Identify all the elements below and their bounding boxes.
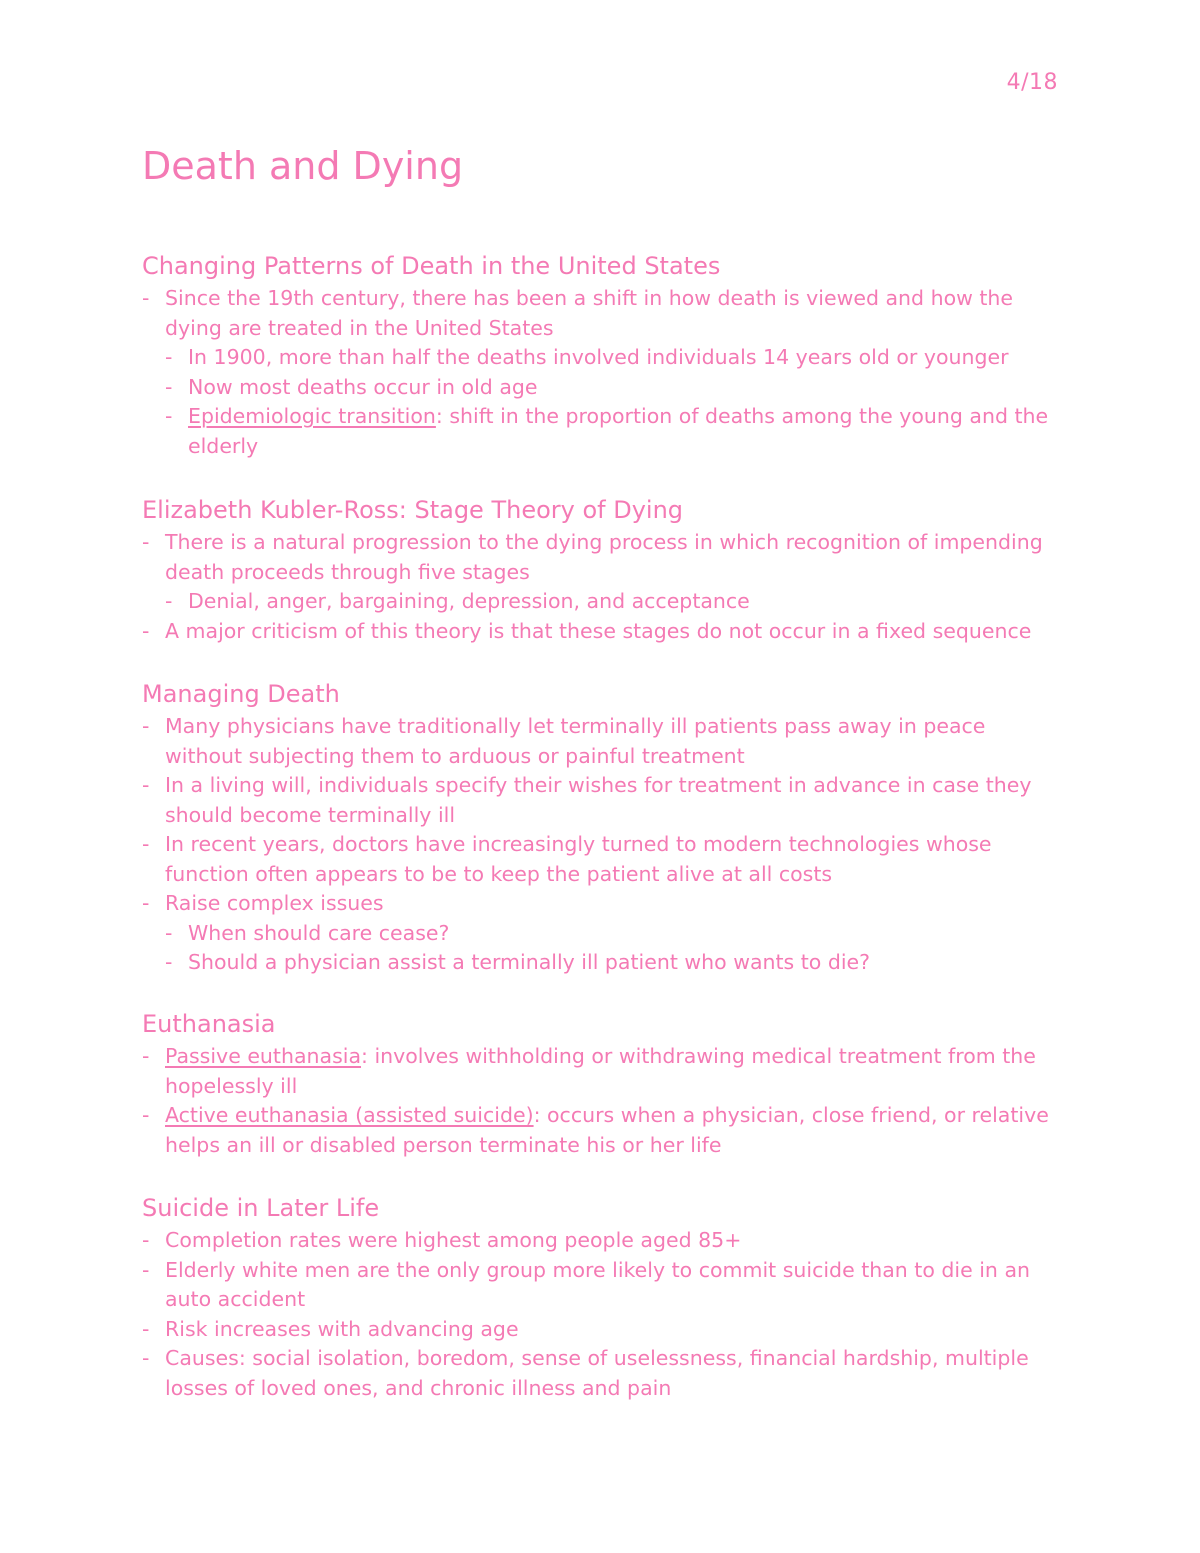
list-item: - In 1900, more than half the deaths involved individuals 14 years old or younger bbox=[142, 343, 1062, 373]
bullet-dash: - bbox=[165, 374, 173, 399]
bullet-dash: - bbox=[142, 1316, 150, 1341]
section-heading: Euthanasia bbox=[142, 1010, 276, 1038]
bullet-dash: - bbox=[142, 1257, 150, 1282]
bullet-dash: - bbox=[165, 404, 173, 428]
section-suicide-later-life bbox=[142, 1192, 1062, 1403]
bullet-dash: - bbox=[142, 286, 150, 310]
page-title: Death and Dying bbox=[142, 144, 464, 188]
list-item: - Elderly white men are the only group more likely to commit suicide than to die in an auto accident bbox=[142, 1257, 1030, 1311]
list-item: - Completion rates were highest among people aged 85+ bbox=[142, 1226, 1062, 1256]
bullet-dash: - bbox=[142, 618, 150, 643]
bullet-list bbox=[142, 1042, 1062, 1160]
list-item: - In recent years, doctors have increasingly turned to modern technologies whose function often appears to be to keep the patient alive at all costs bbox=[142, 832, 992, 886]
section-kubler-ross bbox=[142, 494, 1062, 646]
list-item: - A major criticism of this theory is that these stages do not occur in a fixed sequence bbox=[142, 617, 1062, 647]
section-heading: Elizabeth Kubler-Ross: Stage Theory of Dying bbox=[142, 496, 684, 524]
section-heading: Suicide in Later Life bbox=[142, 1194, 380, 1222]
section-heading: Managing Death bbox=[142, 680, 340, 708]
bullet-dash: - bbox=[165, 345, 173, 369]
list-item: - In a living will, individuals specify their wishes for treatment in advance in case they should become terminally ill bbox=[142, 773, 1032, 827]
bullet-dash: - bbox=[142, 1228, 150, 1252]
section-managing-death bbox=[142, 678, 1062, 978]
defined-term: Passive euthanasia bbox=[165, 1044, 362, 1068]
list-item: - Many physicians have traditionally let terminally ill patients pass away in peace without subjecting them to arduous or painful treatment bbox=[142, 714, 986, 768]
list-item: - Since the 19th century, there has been a shift in how death is viewed and how the dying are treated in the United States bbox=[142, 286, 1014, 340]
list-item: - When should care cease? bbox=[142, 919, 1062, 949]
bullet-dash: - bbox=[142, 773, 150, 797]
bullet-dash: - bbox=[165, 950, 173, 974]
bullet-dash: - bbox=[165, 589, 173, 613]
list-item: - Risk increases with advancing age bbox=[142, 1315, 1062, 1345]
bullet-list bbox=[142, 712, 1062, 978]
bullet-dash: - bbox=[142, 832, 150, 856]
list-item: - There is a natural progression to the dying process in which recognition of impending death proceeds through five stages bbox=[142, 530, 1043, 584]
bullet-list bbox=[142, 284, 1062, 461]
list-item: - Passive euthanasia: involves withholding or withdrawing medical treatment from the hopelessly ill bbox=[142, 1044, 1036, 1098]
bullet-dash: - bbox=[142, 891, 150, 915]
section-changing-patterns bbox=[142, 250, 1062, 461]
defined-term: Active euthanasia (assisted suicide) bbox=[165, 1103, 534, 1127]
bullet-dash: - bbox=[142, 714, 150, 738]
list-item: - Should a physician assist a terminally ill patient who wants to die? bbox=[142, 948, 1062, 978]
bullet-dash: - bbox=[142, 1346, 150, 1370]
section-heading: Changing Patterns of Death in the United States bbox=[142, 252, 721, 280]
bullet-dash: - bbox=[142, 530, 150, 554]
list-item: - Active euthanasia (assisted suicide): occurs when a physician, close friend, or relative helps an ill or disabled person terminate his or her life bbox=[142, 1103, 1049, 1157]
page-date: 4/18 bbox=[1006, 70, 1058, 95]
defined-term: Epidemiologic transition bbox=[188, 404, 436, 428]
list-item: - Epidemiologic transition: shift in the proportion of deaths among the young and the elderly bbox=[165, 404, 1049, 458]
bullet-dash: - bbox=[142, 1103, 150, 1127]
list-item: - Causes: social isolation, boredom, sense of uselessness, financial hardship, multiple losses of loved ones, and chronic illness and pain bbox=[142, 1346, 1029, 1400]
bullet-list bbox=[142, 528, 1062, 646]
bullet-dash: - bbox=[165, 920, 173, 945]
list-item: - Raise complex issues bbox=[142, 889, 1062, 919]
list-item: - Now most deaths occur in old age bbox=[142, 373, 1062, 403]
bullet-list bbox=[142, 1226, 1062, 1403]
bullet-dash: - bbox=[142, 1044, 150, 1068]
section-euthanasia bbox=[142, 1008, 1062, 1160]
list-item: - Denial, anger, bargaining, depression, and acceptance bbox=[142, 587, 1062, 617]
